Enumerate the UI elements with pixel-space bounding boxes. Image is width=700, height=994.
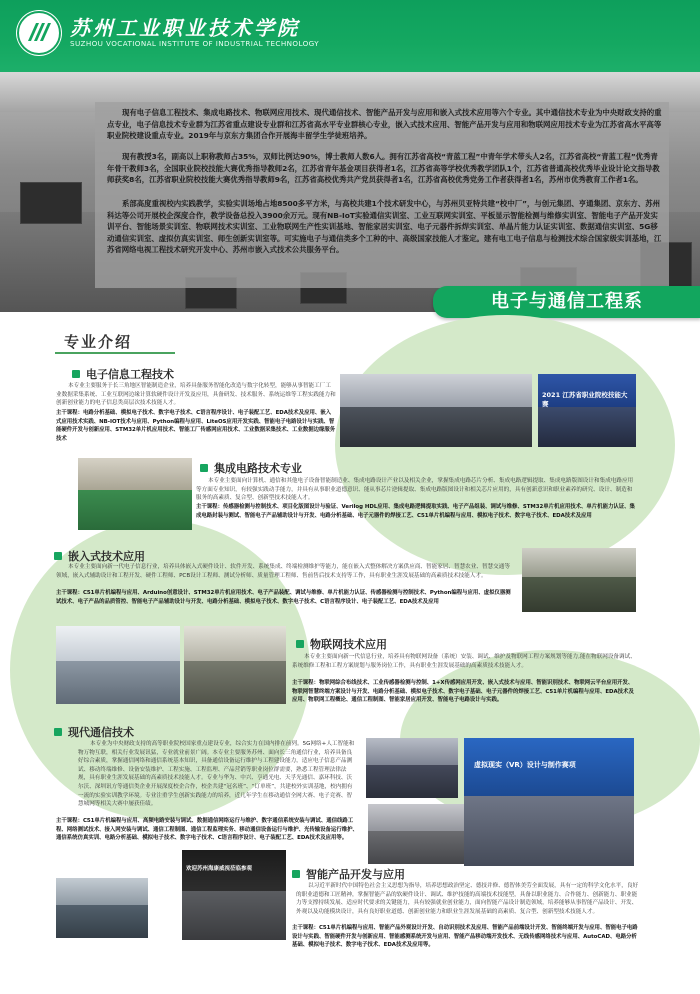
section-desc-2: 本专业主要面向计算机、通信和其他电子设备智能制造业、集成电路设计产业以及相关企业，掌握集成电路芯片分析、集成电路逻辑提取、集成电路版图设计和集成电路应用等方面专业知识，有较强实践动手能力，并具有从事职业道德意识、能从事芯片逆辑提取、集成电路版图设计和相关芯片应用的，具有创新意识和职业素养的研究、设计、制造和服务的高素质、复合型、创新型技术技能人才。 (196, 478, 634, 502)
department-title: 电子与通信工程系 (491, 291, 643, 312)
section-core-5: 主干课程：C51单片机编程与应用、高频电路安装与调试、数据通信网络运行与维护、数字通信系统安装与调试、通信线路工程、网络测试技术、接入网安装与调试、通信工程制图、通信工程监理实务、移动通信设备运行与维护、光传输设备运行维护、通信系统仿真实训、电路分析基础、模拟电子技术、数字电子技术、C语言程序设计、电子装配工艺、EDA技术及应用等。 (56, 818, 358, 842)
section-photo-iot-devices (184, 626, 286, 704)
bullet-square-icon (200, 464, 208, 472)
school-name-en: SUZHOU VOCATIONAL INSTITUTE OF INDUSTRIAL TECHNOLOGY (70, 39, 320, 48)
section-core-1: 主干课程：电路分析基础、模拟电子技术、数字电子技术、C语言程序设计、电子装配工艺、EDA技术及应用、嵌入式应用技术实践、NB-IOT技术与应用、Python编程与应用、LiteOS应用开发实践、智能电子电路设计与实践、智能硬件开发与创新应用、STM32单片机应用技术、智能工厂传感网应用技术、工业数据采集技术、工业数据边缘服务技术 (56, 410, 336, 442)
section-photo-award: 2021 江苏省职业院校技能大赛 (538, 374, 636, 447)
section-core-6: 主干课程：C51单片机编程与应用、智能产品外观设计开发、自动识别技术及应用、智能产品前端设计开发、智能终端开发与应用、智能电子电路设计与实践、智能硬件开发与创新应用、智能感测系统开发与应用、智能产品移动端开发技术、无线传感网络技术与应用、AutoCAD、电路分析基础、模拟电子技术、数字电子技术、EDA技术及应用等。 (292, 925, 638, 949)
bullet-square-icon (72, 370, 80, 378)
section-photo-group (368, 804, 466, 864)
department-title-tab (433, 286, 700, 318)
section-heading-2: 集成电路技术专业 (200, 460, 302, 476)
section-desc-6: 以习近平新时代中国特色社会主义思想为指导，培养思想政治坚定、德技并修、德智体美劳全面发展，具有一定的科学文化水平，良好的职业道德和工匠精神，掌握智能产品的软硬件设计、调试、维护技能的高端技术技能型，具备以职业能力、合作能力、创新能力、职业能力等支撑持续发展、适应时代要求的关键能力，具有较强就业创业能力，面向智能产品设计制造领域，培养能够从事智能产品设计、开发、外观以及功能模块设计，具有良好职业道德、创新创业能力和职业生涯发展基础的高素质、复合型、创新型技术技能人才。 (296, 883, 639, 915)
bullet-square-icon (292, 870, 300, 878)
school-name: 苏州工业职业技术学院 (70, 16, 300, 40)
section-photo-workshop (522, 548, 636, 612)
section-heading-6: 智能产品开发与应用 (292, 866, 405, 882)
section-desc-3: 本专业主要面向新一代电子信息行业，培养具体嵌入式硬件设计、软件开发、系统集成、终端检测维护等能力，能在嵌入式整体解决方案供应商、智能家居、智慧农业、智慧交通等领域，嵌入式辅助设计和工程开发、硬件工程师、PCB设计工程师、测试分析师、质量管理工程师、售前售后技术支持等工作，具有职业生涯发展基础的高素质技术技能人才。 (56, 564, 510, 579)
section-desc-4: 本专业主要面向新一代信息行业，培养具有物联网设备（系统）安装、调试、维护及物联网工程方案规划等能力,能在物联网设备调试、系统维修工程和工程方案规划与服务岗位工作，具有职业生涯发展基础的高素质技术技能人才。 (292, 654, 636, 669)
header-bar (0, 0, 700, 72)
section-heading-1: 电子信息工程技术 (72, 366, 174, 382)
section-core-3: 主干课程：C51单片机编程与应用、Arduino创意设计、STM32单片机应用技术、电子产品装配、调试与维修、单片机能力认证、传感器检测与控制技术、Python编程与应用、虚拟仪器测试技术、电子产品的品质管控、智能电子产品辅助设计与开发、电路分析基础、模拟电子技术、数字电子技术、C语言程序设计、电子装配工艺、EDA技术及应用 (56, 590, 511, 605)
section-desc-5: 本专业为中央财政支持的高等职业院校国家重点建设专业，综合实力在国内排在前列。5G网络+人工智能和物万物互联，相关行业发展讯猛，专业就业前景广阔。本专业主要服务苏州、面向长三角通信行业，培养具备良好综合素质，掌握通信网络和通信系统基本知识，具备通信设备运行维护与工程建设能力，适应电子信息产品测试、移动终端维修、设备安装维护、工程实施、工程监理、产品营销等职业岗位群需要，熟悉工程管理法律法规，具有职业生涯发展基础的高素质技术技能人才。专业与华为、中兴、亨通光电、天孚光通信、嘉环科技、沃尔沃、深圳讯方等通信类企业开展深度校企合作，校企共建“冠名班”、“订单班”，共建校外实训基地，校内拥有一流的实验实训教学环境。专业注重学生创新实践能力的培养，近几年学生在移动通信全网大赛、电子竞赛、智慧城网等相关大赛中屡获佳绩。 (78, 741, 355, 808)
section-photo-lab (340, 374, 532, 447)
bullet-square-icon (296, 640, 304, 648)
section-heading-4: 物联网技术应用 (296, 636, 387, 652)
intro-title: 专业介绍 (64, 333, 133, 351)
section-desc-1: 本专业主要服务于长三角地区智能制造企业，培养具备服务智能化改造与数字化转型，能够从事智能工厂工业数据采集系统、工业互联网边缘计算软硬件设计开发及应用，具备研发、技术服务、系统运维等工程实践能力和创新创业能力的电子信息类高层次技术技能人才。 (56, 383, 336, 407)
bullet-square-icon (54, 728, 62, 736)
section-photo-hikvision: 欢迎苏州海康威视莅临参观 (182, 850, 286, 940)
section-photo-iot-lab (56, 626, 180, 704)
section-heading-5: 现代通信技术 (54, 724, 134, 740)
section-photo-students (78, 458, 192, 530)
hero-paragraph-2: 现有教授3名，副高以上职称教师占35%，双师比例达90%，博士教师人数6人。拥有江苏省高校“青蓝工程”中青年学术带头人2名，江苏省高校“青蓝工程”优秀青年骨干教师3名，全国职业院校技能大赛优秀指导教师2名，江苏省青年基金项目获得者1名，江苏省高等学校优秀教学团队1个，江苏省普通高校优秀毕业设计论文指导教师获奖8名，江苏省职业院校技能大赛优秀指导教师9名，江苏省高校优秀共产党员获得者1名，江苏省高校优秀党务工作者获得者1名，苏州市优秀教育工作者1名。 (107, 152, 660, 185)
school-logo-icon (16, 10, 62, 56)
section-heading-3: 嵌入式技术应用 (54, 548, 145, 564)
section-core-2: 主干课程：传感器检测与控制技术、项目化版图设计与验证、Verilog HDL应用、集成电路逻辑提取实践、电子产品组装、调试与维修、STM32单片机应用技术、单片机能力认证、集成电路封装与测试、智能电子产品辅助设计与开发、电路分析基础、电子元器件的焊接工艺、C51单片机编程与应用、模拟电子技术、数字电子技术、EDA技术及应用 (196, 504, 635, 519)
section-photo-classroom (366, 738, 458, 798)
hero-paragraph-3: 系部高度重视校内实践教学，实验实训场地占地8500多平方米，与高校共建1个技术研发中心，与苏州贝亚特共建“校中厂”，与创元集团、亨通集团、京东方、苏州科达等公司开展校企深度合作，教学设备总投入3900余万元。现有NB-IoT实验通信实训室、工业互联网实训室、平板显示智能检测与维修实训室、智能电子产品开发实训平台、智能场景实训室、物联网技术实训室、工业物联网生产性实训基地、智能家居实训室、电子元器件拆焊实训室、单晶片能力认证实训室、数据通信实训室、5G移动通信实训室、虚拟仿真实训室、师生创新实训室等。可实施电子与通信类多个工种的中、高级国家技能人才鉴定。建有电工电子信息与检测技术综合国家级实训基地，江苏省网络电视工程技术研究开发中心、苏州市嵌入式技术公共服务平台。 (107, 199, 662, 255)
bullet-square-icon (54, 552, 62, 560)
section-photo-vr-contest: 虚拟现实（VR）设计与制作赛项 (464, 738, 634, 866)
hero-paragraph-1: 现有电子信息工程技术、集成电路技术、物联网应用技术、现代通信技术、智能产品开发与应用和嵌入式技术应用等六个专业。其中通信技术专业为中央财政支持的重点专业，电子信息技术专业群为江苏省重点建设专业群和江苏省高水平专业群核心专业，嵌入式技术应用、智能产品开发与应用和物联网应用技术专业为江苏省高水平高等职业院校建设重点专业。2019年与京东方集团合作开展海丰留学生学徒班培养。 (107, 108, 662, 141)
intro-underline (55, 352, 175, 354)
section-photo-lecture (56, 878, 148, 938)
section-core-4: 主干课程：物联网综合布线技术、工业传感器检测与控制、1+X传感网应用开发、嵌入式技术与应用、智能识别技术、物联网云平台应用开发、物联网智慧终端方案设计与开发、电路分析基础、模拟电子技术、数字电子基础、电子元器件的焊接工艺、C51单片机编程与应用、EDA技术及应用、物联网工程概论、通信工程制图、智能家居应用开发、智能电子电路设计与实践。 (292, 680, 634, 704)
